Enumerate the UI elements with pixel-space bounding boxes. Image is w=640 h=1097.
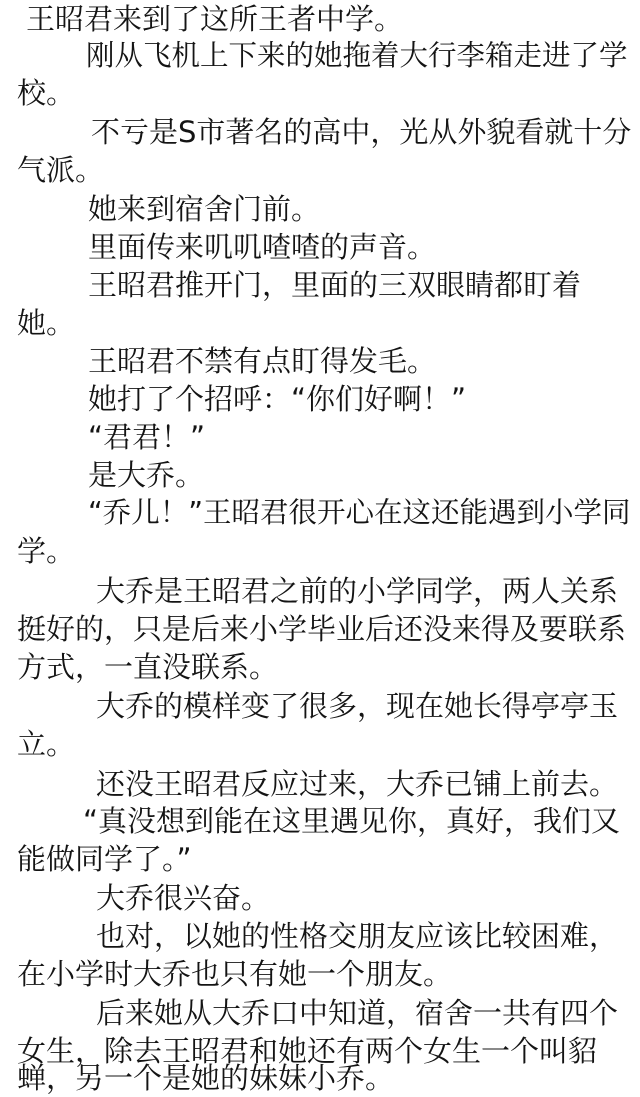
text-line: 还没王昭君反应过来，大乔已铺上前去。 <box>96 767 619 801</box>
text-line: 方式，一直没联系。 <box>17 650 279 684</box>
text-line: 王昭君不禁有点盯得发毛。 <box>88 344 437 378</box>
text-line: “真没想到能在这里遇见你，真好，我们又 <box>83 804 621 838</box>
text-line: 里面传来叽叽喳喳的声音。 <box>88 230 437 264</box>
text-line: 王昭君来到了这所王者中学。 <box>26 2 404 36</box>
text-line: 王昭君推开门，里面的三双眼睛都盯着 <box>88 268 582 302</box>
text-line: 大乔很兴奋。 <box>96 881 271 915</box>
text-line: 她打了个招呼：“你们好啊！” <box>88 382 467 416</box>
text-line: 大乔是王昭君之前的小学同学，两人关系 <box>96 574 619 608</box>
text-line: 女生，除去王昭君和她还有两个女生一个叫貂 <box>17 1034 598 1068</box>
text-line: 是大乔。 <box>88 458 205 492</box>
text-line: “乔儿！”王昭君很开心在这还能遇到小学同 <box>88 496 631 529</box>
text-line: 能做同学了。” <box>17 842 192 876</box>
text-line: 校。 <box>17 76 76 110</box>
text-line: 后来她从大乔口中知道，宿舍一共有四个 <box>96 996 619 1030</box>
text-line: 她来到宿舍门前。 <box>88 192 321 226</box>
text-line: 蝉，另一个是她的妹妹小乔。 <box>17 1061 395 1095</box>
text-line: 她。 <box>17 306 76 340</box>
text-line: 气派。 <box>17 153 105 187</box>
text-line: 大乔的模样变了很多，现在她长得亭亭玉 <box>96 689 619 723</box>
text-line: 在小学时大乔也只有她一个朋友。 <box>17 957 453 991</box>
text-line: “君君！” <box>88 420 206 454</box>
text-line: 学。 <box>17 534 76 568</box>
text-line: 挺好的，只是后来小学毕业后还没来得及要联系 <box>17 612 627 646</box>
text-line: 刚从飞机上下来的她拖着大行李箱走进了学 <box>86 39 628 72</box>
text-line: 立。 <box>17 727 76 761</box>
text-line: 不亏是S市著名的高中，光从外貌看就十分 <box>91 115 632 149</box>
text-line: 也对，以她的性格交朋友应该比较困难， <box>96 919 619 953</box>
